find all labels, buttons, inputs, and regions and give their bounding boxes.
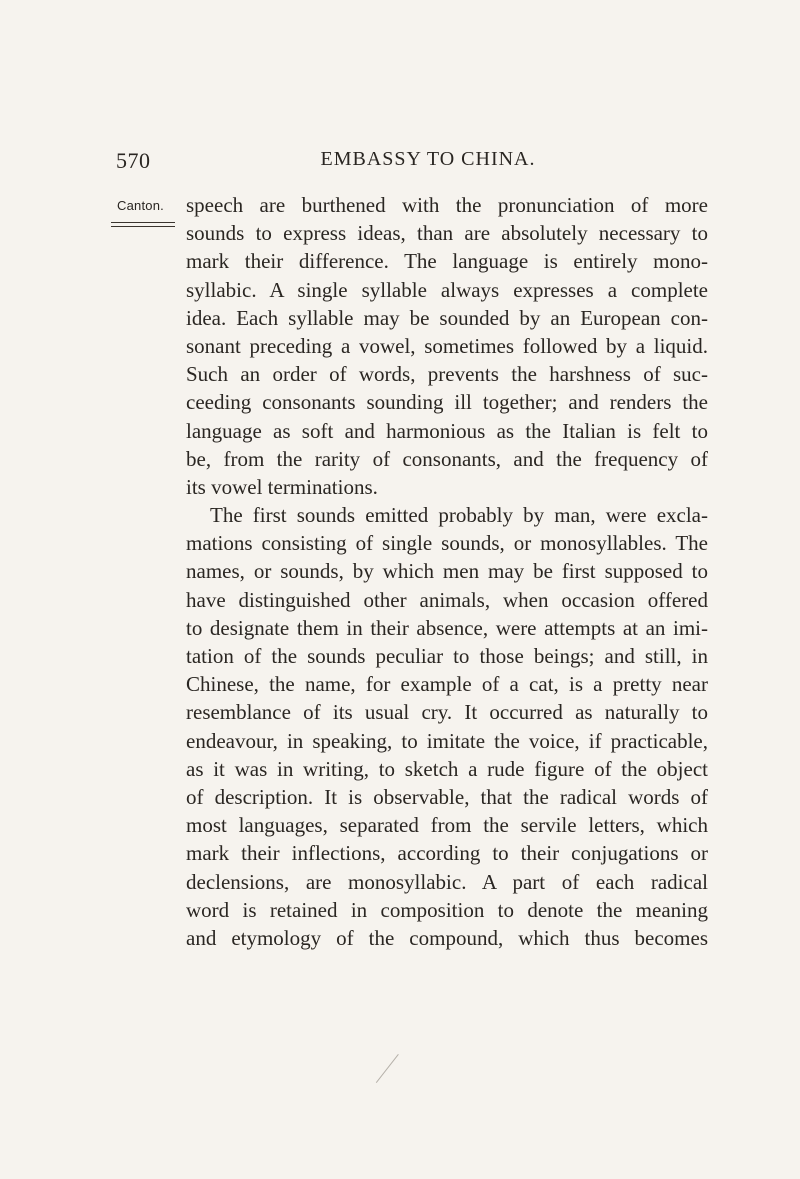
running-title-container [0, 148, 800, 171]
text-line: idea. Each syllable may be sounded by an European con- [186, 305, 708, 330]
text-line: most languages, separated from the servile letters, which [186, 813, 708, 838]
text-line: The first sounds emitted probably by man, were excla- [210, 503, 708, 528]
text-line: ceeding consonants sounding ill together; and renders the [186, 390, 708, 415]
text-line: sounds to express ideas, than are absolutely necessary to [186, 221, 708, 246]
text-line: endeavour, in speaking, to imitate the voice, if practicable, [186, 728, 708, 753]
page-number: 570 [116, 148, 151, 173]
text-line: to designate them in their absence, were attempts at an imi- [186, 615, 708, 640]
text-line: sonant preceding a vowel, sometimes followed by a liquid. [186, 333, 708, 358]
margin-rule [111, 222, 175, 227]
text-line: syllabic. A single syllable always expresses a complete [186, 277, 708, 302]
text-line: declensions, are monosyllabic. A part of each radical [186, 869, 708, 894]
text-line: its vowel terminations. [186, 474, 378, 499]
text-line: mations consisting of single sounds, or monosyllables. The [186, 531, 708, 556]
text-line: as it was in writing, to sketch a rude figure of the object [186, 756, 708, 781]
body-text [186, 191, 708, 952]
text-line: names, or sounds, by which men may be first supposed to [186, 559, 708, 584]
text-line: word is retained in composition to denote the meaning [186, 897, 708, 922]
text-line: mark their difference. The language is entirely mono- [186, 249, 708, 274]
text-line: be, from the rarity of consonants, and the frequency of [186, 446, 708, 471]
margin-note: Canton. [117, 198, 164, 213]
running-title: EMBASSY TO CHINA. [320, 148, 536, 170]
stray-pen-mark [376, 1054, 399, 1083]
text-line: of description. It is observable, that the radical words of [186, 784, 708, 809]
text-line: and etymology of the compound, which thus becomes [186, 925, 708, 950]
text-line: tation of the sounds peculiar to those beings; and still, in [186, 644, 708, 668]
text-line: Chinese, the name, for example of a cat, is a pretty near [186, 672, 708, 697]
text-line: speech are burthened with the pronunciation of more [186, 193, 708, 217]
text-line: mark their inflections, according to their conjugations or [186, 841, 708, 866]
text-line: resemblance of its usual cry. It occurred as naturally to [186, 700, 708, 725]
text-line: have distinguished other animals, when occasion offered [186, 587, 708, 612]
text-line: Such an order of words, prevents the harshness of suc- [186, 362, 708, 387]
text-line: language as soft and harmonious as the Italian is felt to [186, 418, 708, 443]
